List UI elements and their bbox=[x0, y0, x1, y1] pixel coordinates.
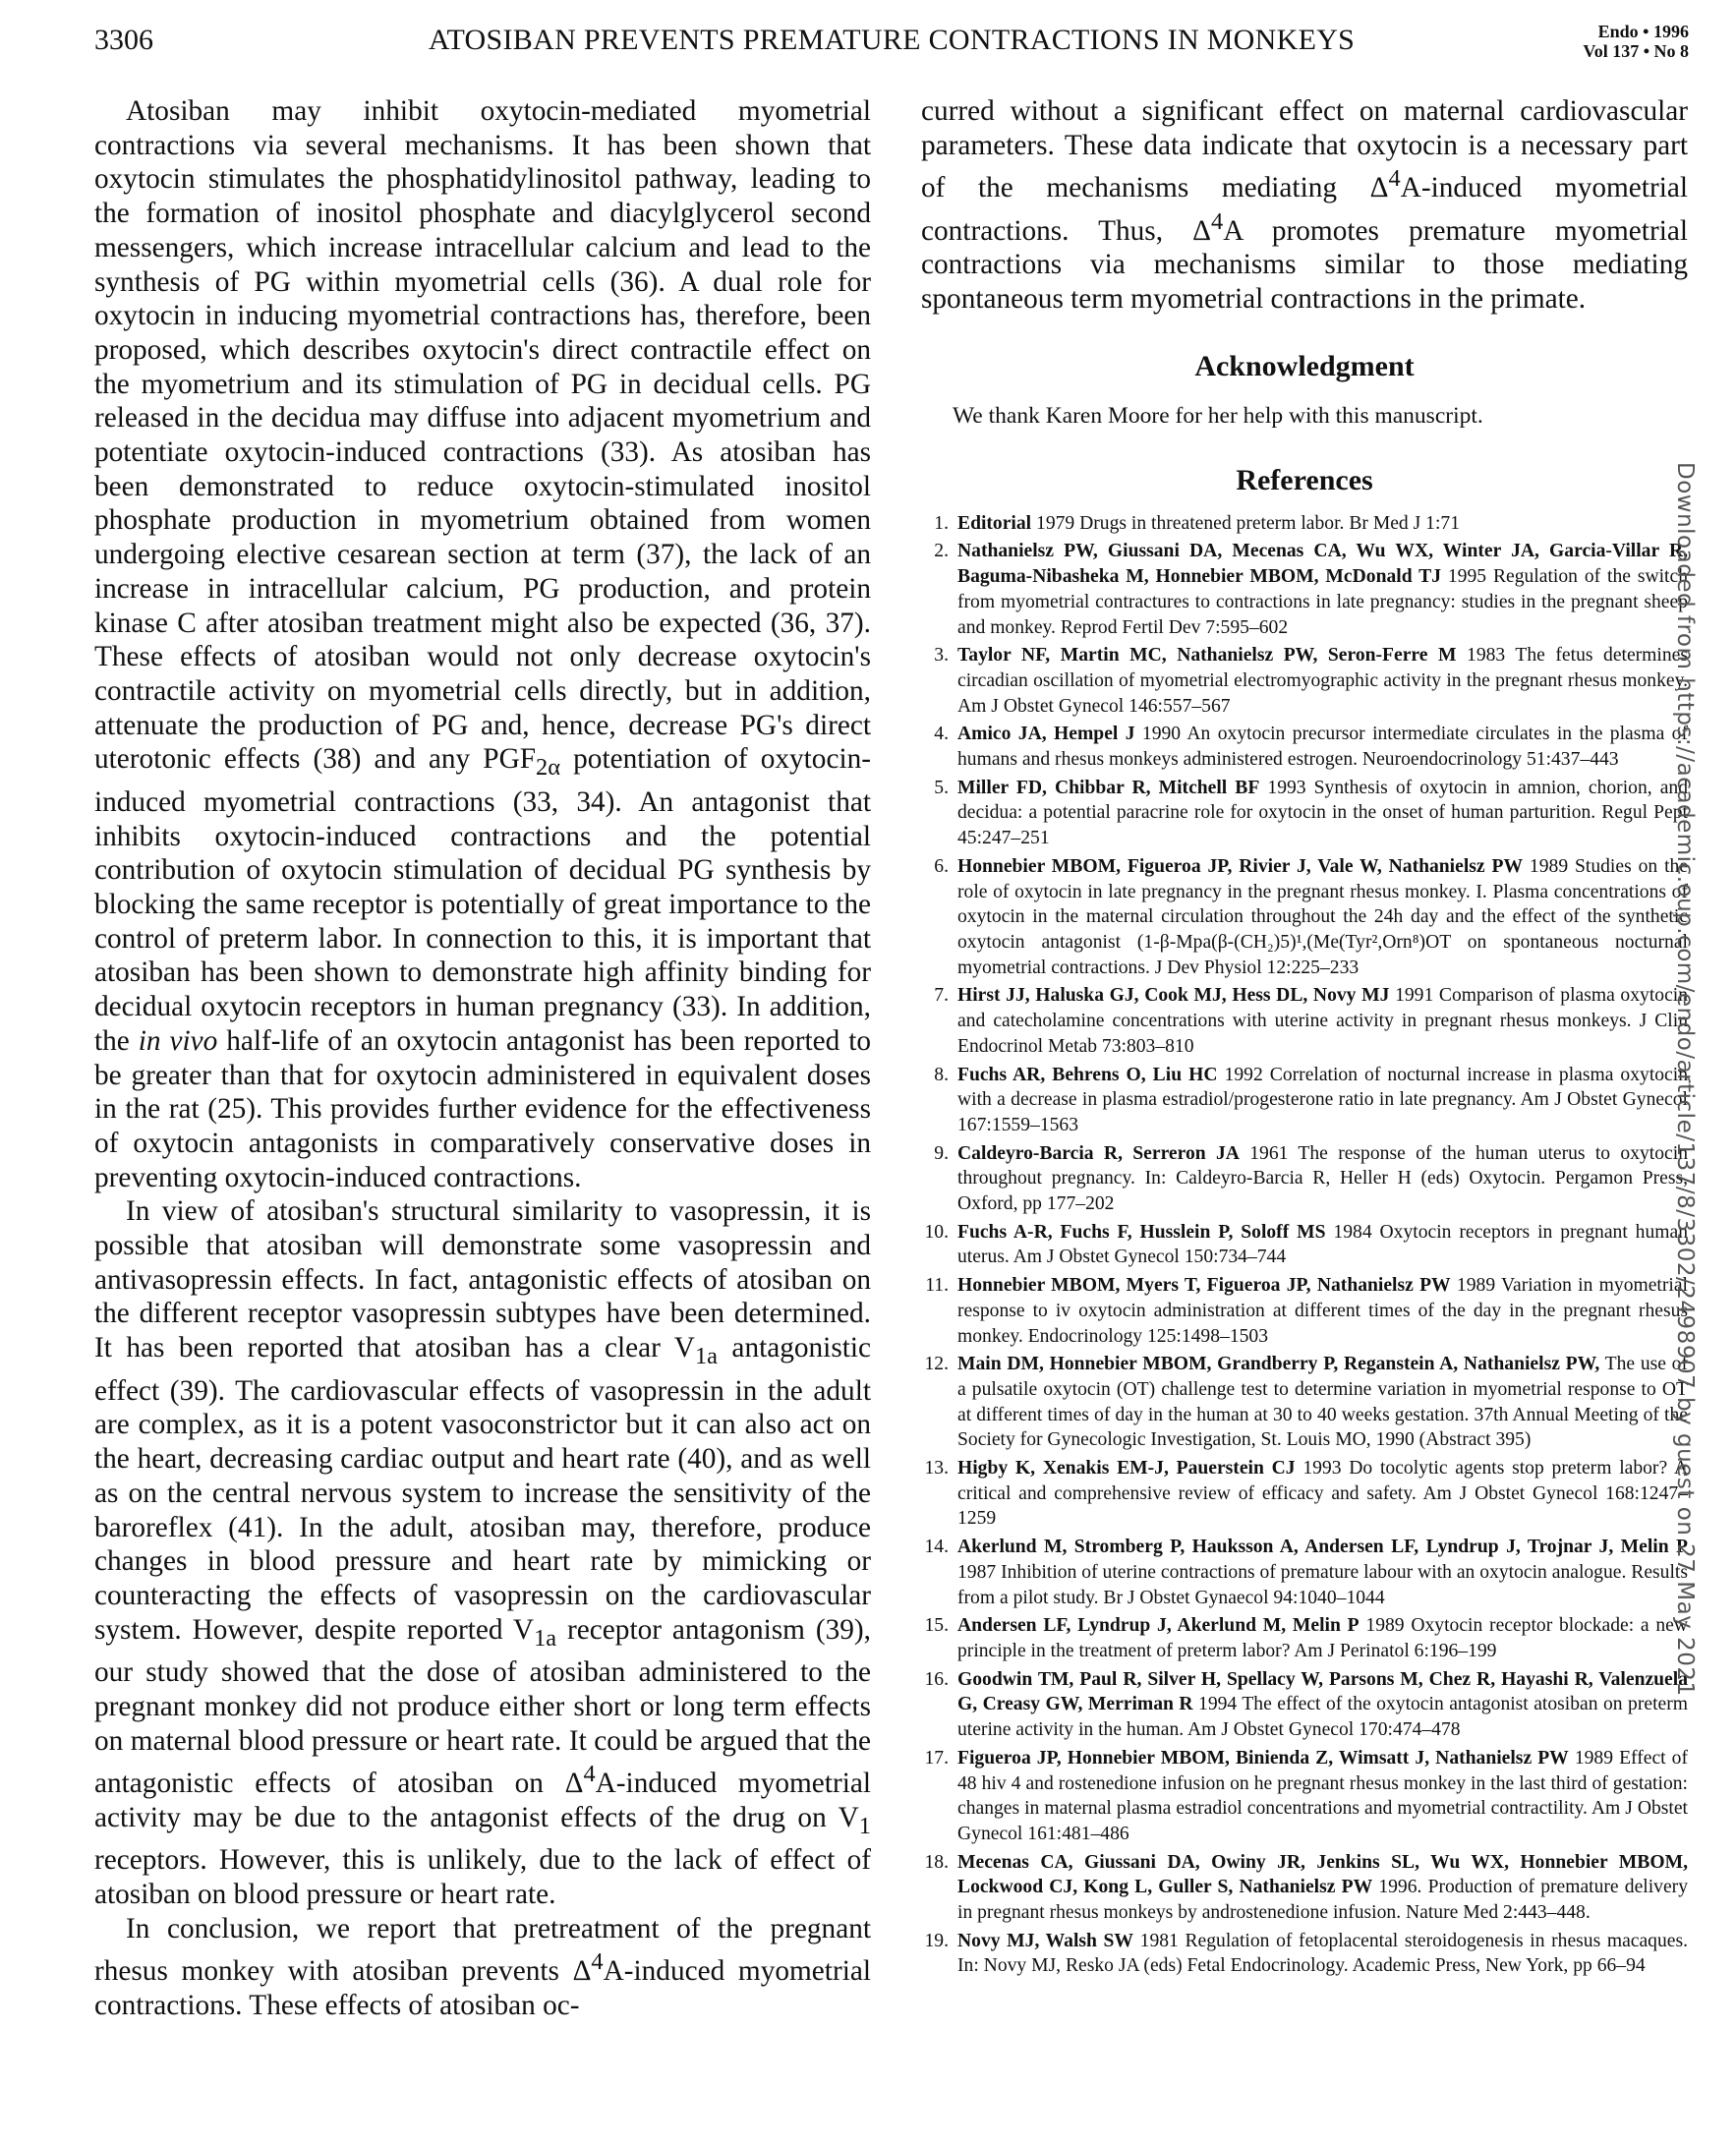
reference-item bbox=[921, 1850, 1688, 1926]
reference-number: 17. bbox=[924, 1747, 949, 1769]
reference-item bbox=[921, 1929, 1688, 1979]
reference-number: 1. bbox=[934, 512, 949, 534]
acknowledgment-heading: Acknowledgment bbox=[1194, 349, 1415, 382]
reference-authors: Fuchs AR, Behrens O, Liu HC bbox=[957, 1064, 1218, 1085]
reference-text: 1989 Variation in myometrial response to iv oxytocin administration at different times of the day in the pregnant rhesus monkey. Endocrinology 125:1498–1503 bbox=[957, 1275, 1688, 1347]
reference-item bbox=[921, 1613, 1688, 1663]
reference-authors: Goodwin TM, Paul R, Silver H, Spellacy W, Parsons M, Chez R, Hayashi R, Valenzuela G, Creasy GW, Merriman R bbox=[957, 1668, 1688, 1715]
reference-number: 5. bbox=[934, 777, 949, 798]
reference-text: 1993 Do tocolytic agents stop preterm labor? A critical and comprehensive review of efficacy and safety. Am J Obstet Gynecol 168:1247–1259 bbox=[957, 1458, 1688, 1530]
reference-number: 14. bbox=[924, 1537, 949, 1558]
left-column bbox=[94, 94, 871, 2023]
reference-item bbox=[921, 1667, 1688, 1743]
reference-text: 1989 Effect of 48 hiv 4 and rostenedione infusion on he pregnant rhesus monkey in the last third of gestation: changes in maternal plasma estradiol concentrations and myometrial contractility. Am J Obstet Gynecol 161:481–486 bbox=[957, 1747, 1688, 1844]
reference-authors: Higby K, Xenakis EM-J, Pauerstein CJ bbox=[957, 1458, 1296, 1480]
reference-text: 1992 Correlation of nocturnal increase in plasma oxytocin with a decrease in plasma estradiol/progesterone ratio in late pregnancy. Am J Obstet Gynecol 167:1559–1563 bbox=[957, 1064, 1688, 1135]
right-column bbox=[921, 94, 1688, 1982]
discussion-paragraph-1: Atosiban may inhibit oxytocin-mediated myometrial contractions via several mechanisms. It has been shown that oxytocin stimulates the phosphatidylinositol pathway, leading to the formation of inositol phosphate and diacylglycerol second messengers, which increase intracellular calcium and lead to the synthesis of PG within myometrial cells (36). A dual role for oxytocin in inducing myometrial contractions has, therefore, been proposed, which describes oxytocin's direct contractile effect on the myometrium and its stimulation of PG in decidual cells. PG released in the decidua may diffuse into adjacent myometrium and potentiate oxytocin-induced contractions (33). As atosiban has been demonstrated to reduce oxytocin-stimulated inositol phosphate production in myometrium obtained from women undergoing elective cesarean section at term (37), the lack of an increase in intracellular calcium, PG production, and protein kinase C after atosiban treatment might also be expected (36, 37). These effects of atosiban would not only decrease oxytocin's contractile activity on myometrial cells directly, but in addition, attenuate the production of PG and, hence, decrease PG's direct uterotonic effects (38) and any $PGF_{2\alpha}$ potentiation of oxytocin-induced myometrial contractions (33, 34). An antagonist that inhibits oxytocin-induced contractions and the potential contribution of oxytocin stimulation of decidual PG synthesis by blocking the same receptor is potentially of great importance to the control of preterm labor. In connection to this, it is important that atosiban has been shown to demonstrate high affinity binding for decidual oxytocin receptors in human pregnancy (33). In addition, the in vivo half-life of an oxytocin antagonist has been reported to be greater than that for oxytocin administered in equivalent doses in the rat (25). This provides further evidence for the effectiveness of oxytocin antagonists in comparatively conservative doses in preventing oxytocin-induced contractions. bbox=[94, 95, 871, 1193]
reference-text: 1983 The fetus determines circadian oscillation of myometrial electromyographic activity in the pregnant rhesus monkey. Am J Obstet Gynecol 146:557–567 bbox=[957, 645, 1688, 717]
reference-number: 4. bbox=[934, 724, 949, 745]
reference-authors: Mecenas CA, Giussani DA, Owiny JR, Jenkins SL, Wu WX, Honnebier MBOM, Lockwood CJ, Kong L, Guller S, Nathanielsz PW bbox=[957, 1851, 1688, 1898]
discussion-paragraph-2: In view of atosiban's structural similarity to vasopressin, it is possible that atosiban will demonstrate some vasopressin and antivasopressin effects. In fact, antagonistic effects of atosiban on the different receptor vasopressin subtypes have been determined. It has been reported that atosiban has a clear $V_{1a}$ antagonistic effect (39). The cardiovascular effects of vasopressin in the adult are complex, as it is a potent vasoconstrictor but it can also act on the heart, decreasing cardiac output and heart rate (40), and as well as on the central nervous system to increase the sensitivity of the baroreflex (41). In the adult, atosiban may, therefore, produce changes in blood pressure and heart rate by mimicking or counteracting the effects of vasopressin on the cardiovascular system. However, despite reported $V_{1a}$ receptor antagonism (39), our study showed that the dose of atosiban administered to the pregnant monkey did not produce either short or long term effects on maternal blood pressure or heart rate. It could be argued that the antagonistic effects of atosiban on $\Delta^4A$-induced myometrial activity may be due to the antagonist effects of the drug on $V_1$ receptors. However, this is unlikely, due to the lack of effect of atosiban on blood pressure or heart rate. bbox=[94, 1195, 872, 1911]
reference-authors: Miller FD, Chibbar R, Mitchell BF bbox=[957, 777, 1260, 798]
reference-authors: Novy MJ, Walsh SW bbox=[957, 1930, 1134, 1951]
page-number: 3306 bbox=[94, 24, 153, 56]
reference-item bbox=[921, 1141, 1688, 1217]
reference-authors: Hirst JJ, Haluska GJ, Cook MJ, Hess DL, Novy MJ bbox=[957, 985, 1390, 1007]
reference-authors: Honnebier MBOM, Myers T, Figueroa JP, Nathanielsz PW bbox=[957, 1275, 1451, 1297]
reference-item bbox=[921, 776, 1688, 851]
reference-item bbox=[921, 1273, 1688, 1349]
reference-item bbox=[921, 1220, 1688, 1270]
reference-authors: Caldeyro-Barcia R, Serreron JA bbox=[957, 1142, 1240, 1164]
reference-item bbox=[921, 511, 1688, 537]
reference-number: 16. bbox=[924, 1668, 949, 1690]
reference-number: 11. bbox=[925, 1275, 949, 1297]
journal-line-2: Vol 137 • No 8 bbox=[1583, 41, 1689, 61]
reference-item bbox=[921, 983, 1688, 1059]
journal-line-1: Endo • 1996 bbox=[1597, 22, 1689, 41]
reference-item bbox=[921, 539, 1688, 640]
reference-item bbox=[921, 1746, 1688, 1847]
reference-authors: Editorial bbox=[957, 512, 1032, 534]
reference-text: 1989 Oxytocin receptor blockade: a new principle in the treatment of preterm labor? Am J Perinatol 6:196–199 bbox=[957, 1615, 1689, 1661]
conclusion-paragraph: In conclusion, we report that pretreatment of the pregnant rhesus monkey with atosiban prevents $\Delta^4A$-induced myometrial contractions. These effects of atosiban oc- bbox=[94, 1912, 871, 2021]
reference-number: 15. bbox=[924, 1615, 949, 1637]
reference-authors: Fuchs A-R, Fuchs F, Husslein P, Soloff MS bbox=[957, 1221, 1326, 1243]
reference-number: 6. bbox=[934, 855, 949, 877]
reference-number: 18. bbox=[924, 1851, 949, 1873]
acknowledgment-text: We thank Karen Moore for her help with this manuscript. bbox=[953, 402, 1483, 429]
reference-text: 1989 Studies on the role of oxytocin in late pregnancy in the pregnant rhesus monkey. I. Plasma concentrations of oxytocin in the maternal circulation throughout the 24h day and the effect of the synthetic oxytocin antagonist (1-β-Mpa(β-(CH₂)5)¹,(Me(Tyr²,Orn⁸)OT on spontaneous nocturnal myometrial contractions. J Dev Physiol 12:225–233 bbox=[957, 855, 1689, 978]
reference-number: 7. bbox=[934, 985, 949, 1007]
reference-item bbox=[921, 854, 1688, 981]
reference-text: 1961 The response of the human uterus to oxytocin throughout pregnancy. In: Caldeyro-Barcia R, Heller H (eds) Oxytocin. Pergamon Press, Oxford, pp 177–202 bbox=[957, 1142, 1688, 1215]
reference-text: 1991 Comparison of plasma oxytocin and catecholamine concentrations with uterine activity in pregnant rhesus monkeys. J Clin Endocrinol Metab 73:803–810 bbox=[957, 985, 1689, 1057]
reference-number: 9. bbox=[934, 1142, 949, 1164]
reference-text: 1996. Production of premature delivery in pregnant rhesus monkeys by androstenedione infusion. Nature Med 2:443–448. bbox=[957, 1877, 1688, 1924]
reference-text: 1995 Regulation of the switch from myometrial contractures to contractions in late pregnancy: studies in the pregnant sheep and monkey. Reprod Fertil Dev 7:595–602 bbox=[957, 566, 1688, 638]
reference-number: 12. bbox=[924, 1354, 949, 1375]
reference-number: 3. bbox=[934, 645, 949, 667]
reference-authors: Nathanielsz PW, Giussani DA, Mecenas CA, Wu WX, Winter JA, Garcia-Villar R, Baguma-Nibasheka M, Honnebier MBOM, McDonald TJ bbox=[957, 541, 1688, 588]
reference-number: 13. bbox=[924, 1458, 949, 1480]
reference-list bbox=[921, 511, 1688, 1979]
conclusion-continuation: curred without a significant effect on maternal cardiovascular parameters. These data indicate that oxytocin is a necessary part of the mechanisms mediating $\Delta^4A$-induced myometrial contractions. Thus, $\Delta^4A$ promotes premature myometrial contractions via mechanisms similar to those mediating spontaneous term myometrial contractions in the primate. bbox=[921, 95, 1688, 316]
reference-text: The use of a pulsatile oxytocin (OT) challenge test to determine variation in myometrial response to OT at different times of day in the human at 30 to 40 weeks gestation. 37th Annual Meeting of the Society for Gynecologic Investigation, St. Louis MO, 1990 (Abstract 395) bbox=[957, 1354, 1688, 1451]
reference-text: 1979 Drugs in threatened preterm labor. Br Med J 1:71 bbox=[1031, 512, 1460, 534]
reference-item bbox=[921, 1352, 1688, 1453]
reference-authors: Main DM, Honnebier MBOM, Grandberry P, Reganstein A, Nathanielsz PW, bbox=[957, 1354, 1600, 1375]
reference-authors: Akerlund M, Stromberg P, Hauksson A, Andersen LF, Lyndrup J, Trojnar J, Melin P bbox=[957, 1537, 1688, 1558]
reference-number: 10. bbox=[924, 1221, 949, 1243]
reference-text: 1987 Inhibition of uterine contractions of premature labour with an oxytocin analogue. Results from a pilot study. Br J Obstet Gynaecol 94:1040–1044 bbox=[957, 1561, 1688, 1608]
reference-text: 1993 Synthesis of oxytocin in amnion, chorion, and decidua: a potential paracrine role for oxytocin in the onset of human parturition. Regul Pept 45:247–251 bbox=[957, 777, 1688, 849]
reference-authors: Andersen LF, Lyndrup J, Akerlund M, Melin P bbox=[957, 1615, 1360, 1637]
reference-text: 1994 The effect of the oxytocin antagonist atosiban on preterm uterine activity in the human. Am J Obstet Gynecol 170:474–478 bbox=[957, 1694, 1688, 1741]
running-title: ATOSIBAN PREVENTS PREMATURE CONTRACTIONS IN MONKEYS bbox=[428, 24, 1356, 56]
reference-text: 1981 Regulation of fetoplacental steroidogenesis in rhesus macaques. In: Novy MJ, Resko JA (eds) Fetal Endocrinology. Academic Press, New York, pp 66–94 bbox=[957, 1930, 1688, 1977]
reference-item bbox=[921, 1535, 1688, 1610]
reference-authors: Honnebier MBOM, Figueroa JP, Rivier J, Vale W, Nathanielsz PW bbox=[957, 855, 1524, 877]
reference-number: 2. bbox=[934, 541, 949, 562]
reference-number: 19. bbox=[924, 1930, 949, 1951]
reference-authors: Figueroa JP, Honnebier MBOM, Binienda Z, Wimsatt J, Nathanielsz PW bbox=[957, 1747, 1569, 1769]
references-heading: References bbox=[1236, 463, 1373, 496]
page-header bbox=[94, 22, 1689, 71]
reference-authors: Amico JA, Hempel J bbox=[957, 724, 1135, 745]
reference-text: 1984 Oxytocin receptors in pregnant human uterus. Am J Obstet Gynecol 150:734–744 bbox=[957, 1221, 1688, 1268]
journal-info bbox=[1583, 22, 1689, 61]
reference-item bbox=[921, 722, 1688, 772]
reference-authors: Taylor NF, Martin MC, Nathanielsz PW, Seron-Ferre M bbox=[957, 645, 1457, 667]
reference-text: 1990 An oxytocin precursor intermediate circulates in the plasma of humans and rhesus monkeys administered estrogen. Neuroendocrinology 51:437–443 bbox=[957, 724, 1688, 771]
reference-item bbox=[921, 643, 1688, 719]
reference-number: 8. bbox=[934, 1064, 949, 1085]
reference-item bbox=[921, 1456, 1688, 1532]
reference-item bbox=[921, 1063, 1688, 1138]
